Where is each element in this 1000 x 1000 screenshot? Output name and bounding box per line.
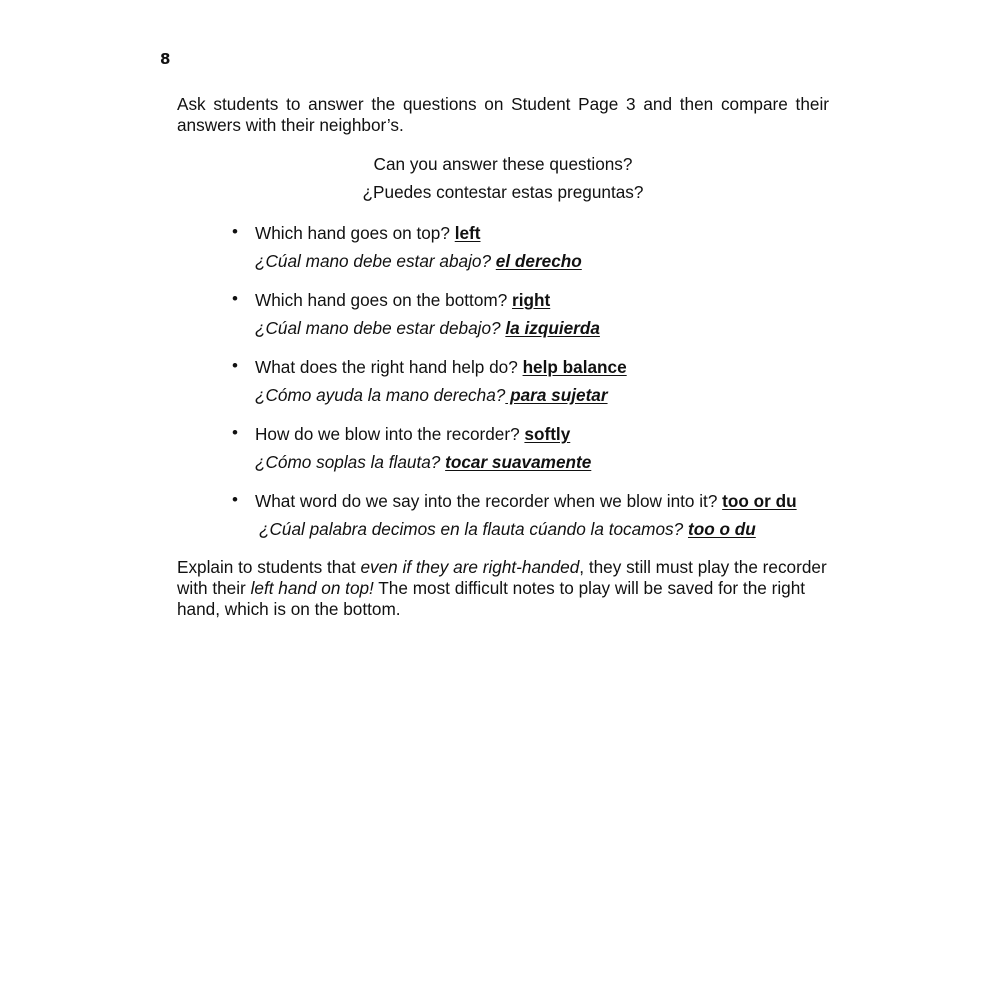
- question-spanish: [255, 381, 832, 409]
- question-item: [232, 487, 832, 554]
- question-english: [255, 353, 832, 381]
- question-text: Which hand goes on the bottom?: [255, 290, 513, 310]
- closing-emphasis: even if they are right-handed: [360, 557, 580, 577]
- answer-english: softly: [524, 424, 571, 444]
- prompt-english: Can you answer these questions?: [373, 154, 633, 174]
- question-item: [232, 219, 832, 286]
- question-spanish: [255, 515, 832, 543]
- closing-text: Explain to students that: [177, 557, 361, 577]
- question-english: [255, 286, 832, 314]
- answer-spanish: el derecho: [495, 251, 582, 271]
- question-text: ¿Cúal mano debe estar debajo?: [255, 318, 506, 338]
- prompt-spanish: ¿Puedes contestar estas preguntas?: [362, 182, 644, 202]
- intro-paragraph: Ask students to answer the questions on Student Page 3 and then compare their answers with their neighbor’s.: [177, 94, 829, 135]
- question-english: [255, 420, 832, 448]
- question-text: What word do we say into the recorder when we blow into it?: [255, 491, 723, 511]
- bullet-icon: •: [232, 423, 238, 442]
- question-english: [255, 219, 832, 247]
- answer-english: right: [512, 290, 551, 310]
- question-text: ¿Cúal mano debe estar abajo?: [255, 251, 496, 271]
- question-item: [232, 286, 832, 353]
- closing-text: , they still must play the recorder with their: [177, 557, 827, 598]
- question-spanish: [255, 314, 832, 342]
- answer-spanish: tocar suavamente: [445, 452, 592, 472]
- bullet-icon: •: [232, 222, 238, 241]
- answer-english: left: [454, 223, 481, 243]
- bullet-icon: •: [232, 490, 238, 509]
- closing-text: The most difficult notes to play will be saved for the right hand, which is on the bottom.: [177, 578, 806, 619]
- answer-english: too or du: [722, 491, 797, 511]
- page-number: 8: [160, 50, 171, 68]
- answer-english: help balance: [522, 357, 627, 377]
- bullet-icon: •: [232, 289, 238, 308]
- question-text: What does the right hand help do?: [255, 357, 523, 377]
- answer-spanish: para sujetar: [505, 385, 608, 405]
- question-list: [232, 219, 832, 554]
- question-text: ¿Cómo ayuda la mano derecha?: [255, 385, 506, 405]
- closing-emphasis: left hand on top!: [250, 578, 374, 598]
- question-english: [255, 487, 832, 515]
- question-item: [232, 353, 832, 420]
- question-text: How do we blow into the recorder?: [255, 424, 525, 444]
- bullet-icon: •: [232, 356, 238, 375]
- answer-spanish: too o du: [687, 519, 756, 539]
- question-text: ¿Cómo soplas la flauta?: [255, 452, 446, 472]
- closing-paragraph: [177, 557, 829, 620]
- question-item: [232, 420, 832, 487]
- question-spanish: [255, 448, 832, 476]
- question-text: Which hand goes on top?: [255, 223, 455, 243]
- question-text: ¿Cúal palabra decimos en la flauta cúando la tocamos?: [259, 519, 688, 539]
- answer-spanish: la izquierda: [505, 318, 600, 338]
- question-spanish: [255, 247, 832, 275]
